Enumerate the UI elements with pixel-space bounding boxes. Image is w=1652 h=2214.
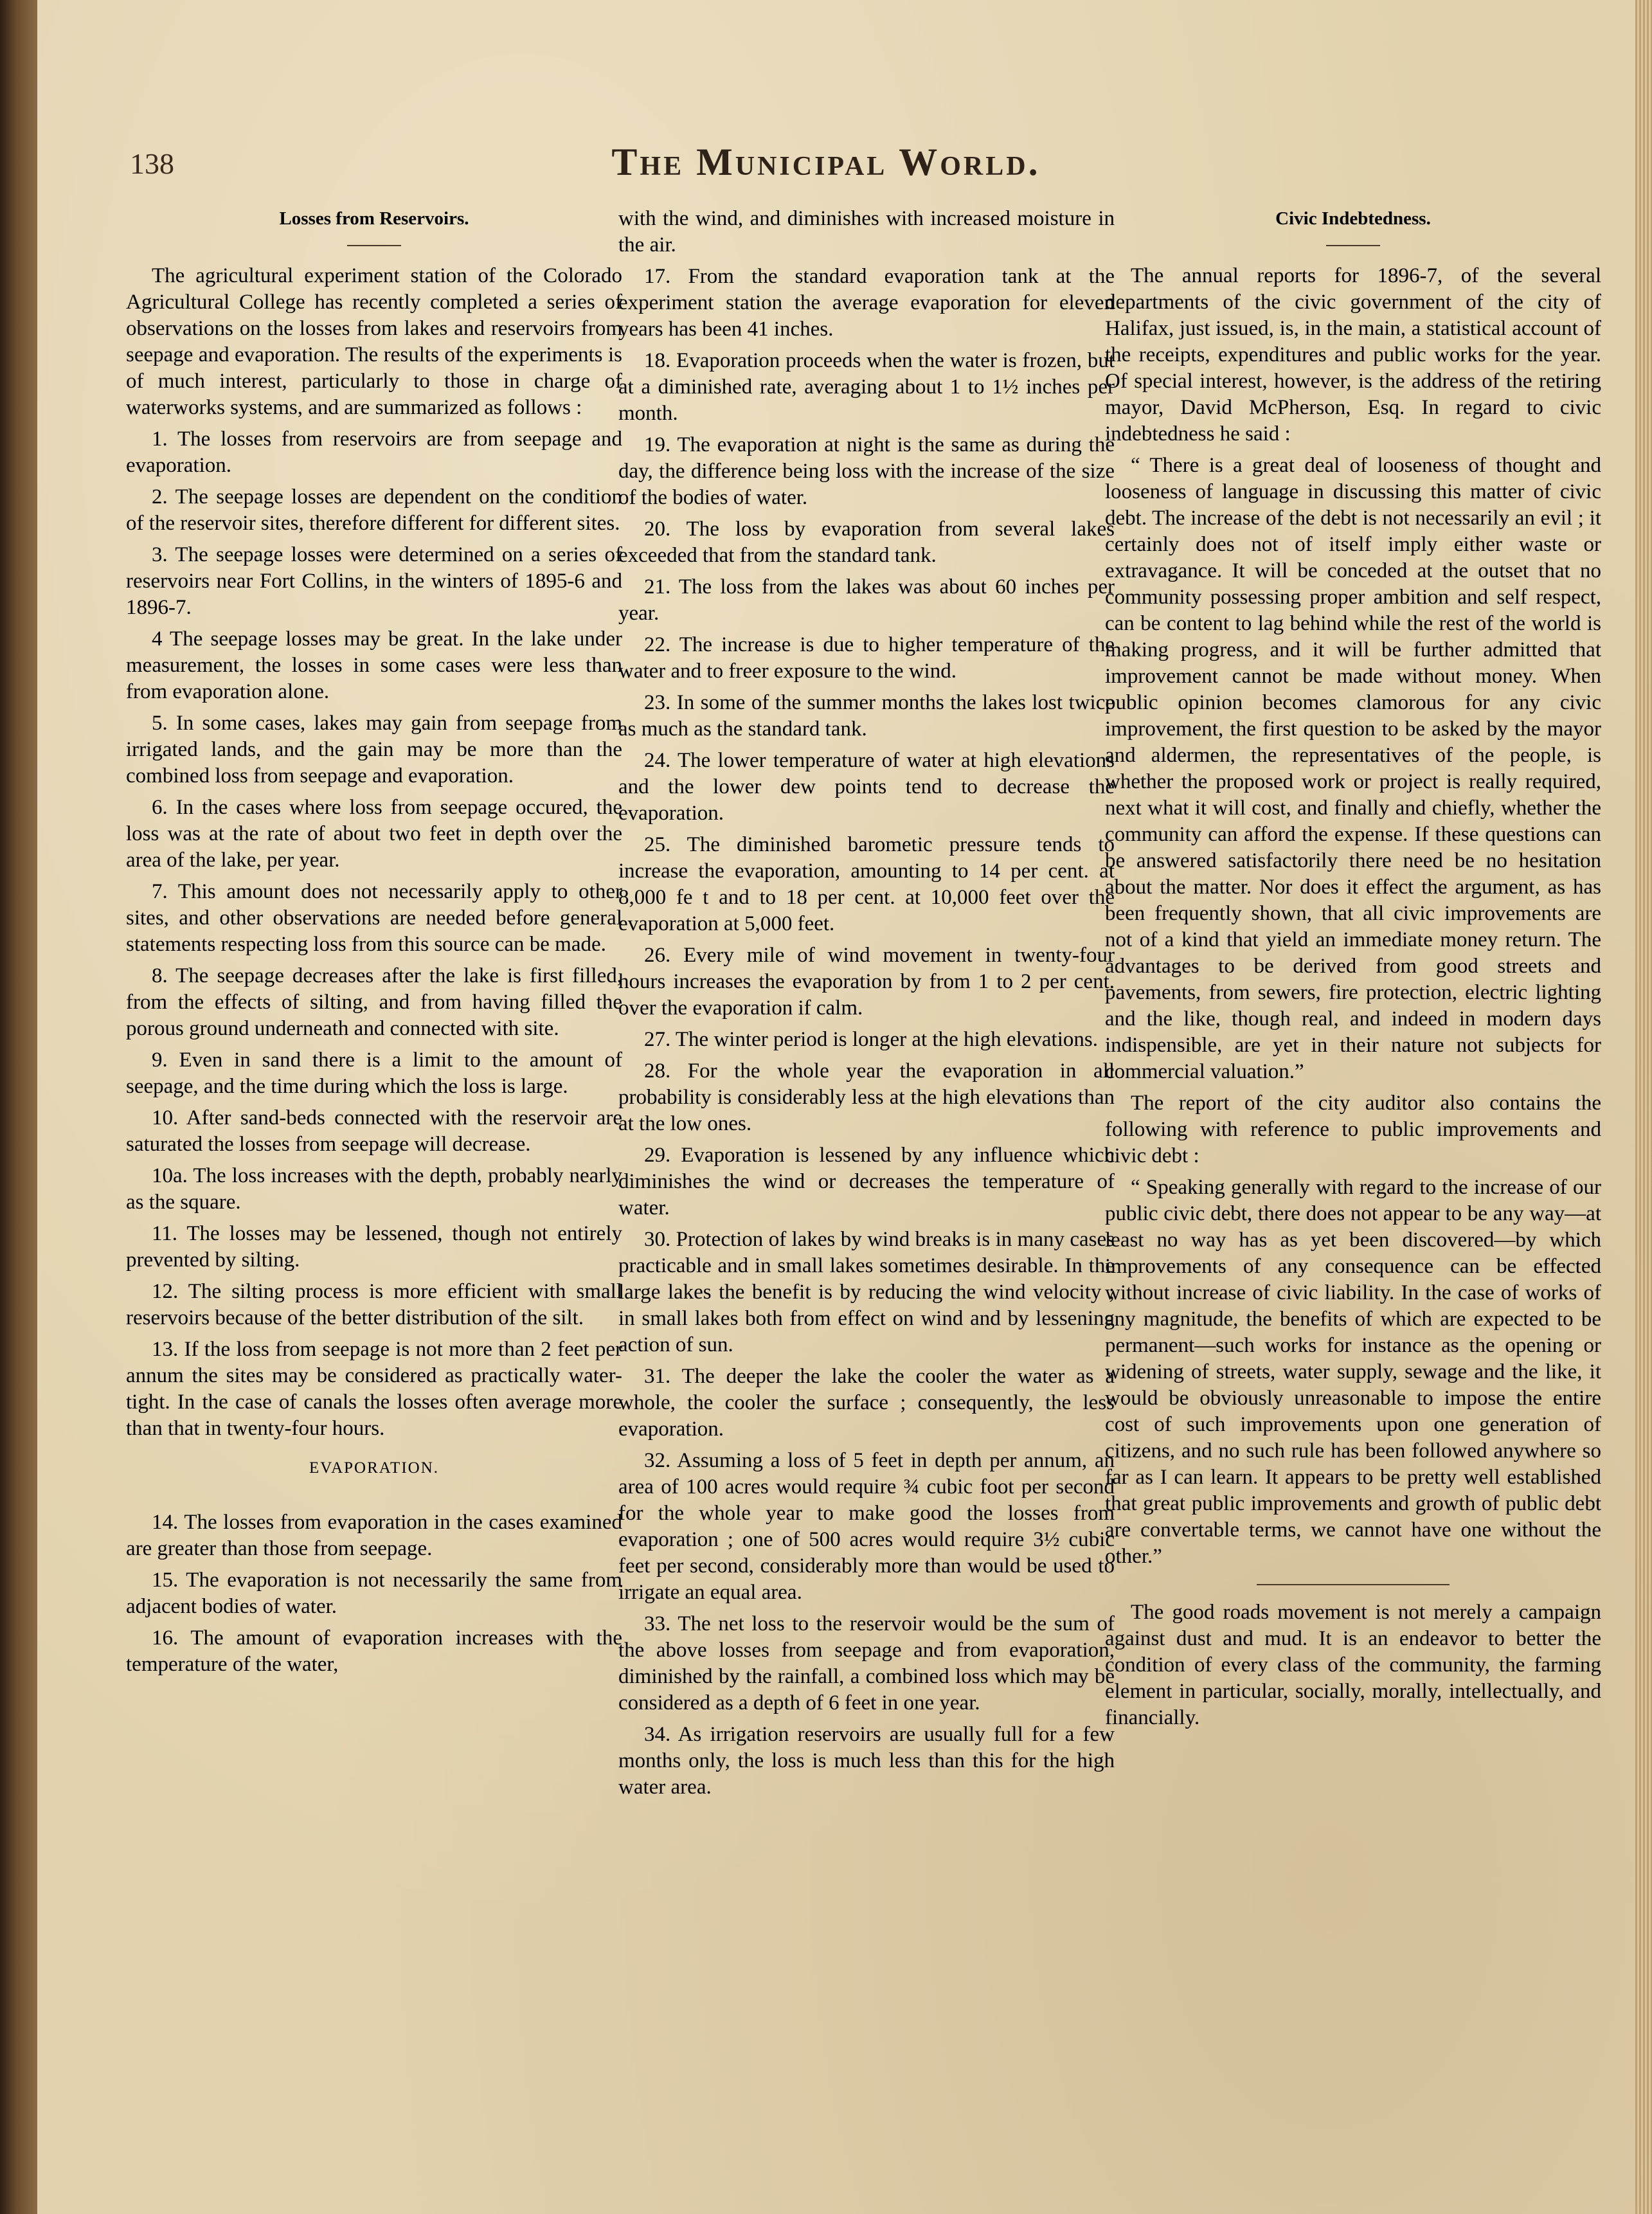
- list-item: 29. Evaporation is lessened by any influence which diminishes the wind or decreases the temperature of water.: [618, 1144, 1115, 1220]
- list-item: 33. The net loss to the reservoir would be the sum of the above losses from seepage and from evaporation, diminished by the rainfall, a combined loss which may be considered as a depth of 6 feet in one year.: [618, 1612, 1115, 1715]
- list-item: 34. As irrigation reservoirs are usually full for a few months only, the loss is much less than this for the high water area.: [618, 1723, 1115, 1799]
- list-item: 32. Assuming a loss of 5 feet in depth per annum, an area of 100 acres would require ¾ cubic foot per second for the whole year to make good the losses from evaporation ; one of 500 acres would require 3½ cubic feet per second, considerably more than would be used to irrigate an equal area.: [618, 1449, 1115, 1604]
- list-item: 10a. The loss increases with the depth, probably nearly as the square.: [126, 1164, 622, 1214]
- list-item: 21. The loss from the lakes was about 60 inches per year.: [618, 575, 1115, 625]
- list-item: 13. If the loss from seepage is not more than 2 feet per annum the sites may be considered as practically water-tight. In the case of canals the losses often average more than that in twenty-four hours.: [126, 1338, 622, 1440]
- list-item: 17. From the standard evaporation tank at the experiment station the average evaporation for eleven years has been 41 inches.: [618, 265, 1115, 341]
- paragraph: “ There is a great deal of looseness of thought and looseness of language in discussing this matter of civic debt. The increase of the debt is not necessarily an evil ; it certainly does not of itself imply either waste or extravagance. It will be conceded at the outset that no community possessing proper ambition and self respect, can be content to lag behind while the rest of the world is making progress, and it will be further admitted that improvement cannot be made without money. When public opinion becomes clamorous for any civic improvement, the first question to be asked by the mayor and aldermen, the representatives of the people, is whether the proposed work or project is really required, next what it will cost, and finally and chiefly, whether the community can afford the expense. If these questions can be answered satisfactorily there need be no hesitation about the matter. Nor does it effect the argument, as has been frequently shown, that all civic improvements are not of a kind that yield an immediate money return. The advantages to be derived from good streets and pavements, from sewers, fire protection, electric lighting and the like, though real, and indeed in modern days indispensible, are yet in their nature not subjects for commercial valuation.”: [1105, 454, 1601, 1083]
- list-item: 22. The increase is due to higher temperature of the water and to freer exposure to the wind.: [618, 633, 1115, 683]
- article-title-reservoirs: Losses from Reservoirs.: [279, 208, 469, 229]
- list-item: 30. Protection of lakes by wind breaks is in many cases practicable and in small lakes sometimes desirable. In the large lakes the benefit is by reducing the wind velocity ; in small lakes both from effect on wind and by lessening action of sun.: [618, 1228, 1115, 1356]
- list-item: 6. In the cases where loss from seepage occured, the loss was at the rate of about two feet in depth over the area of the lake, per year.: [126, 796, 622, 872]
- title-rule: [347, 245, 401, 246]
- list-item: 5. In some cases, lakes may gain from seepage from irrigated lands, and the gain may be more than the combined loss from seepage and evaporation.: [126, 712, 622, 788]
- title-rule: [1326, 245, 1380, 246]
- list-item: 27. The winter period is longer at the high elevations.: [644, 1028, 1098, 1051]
- list-item: 25. The diminished barometic pressure tends to increase the evaporation, amounting to 14 per cent. at 8,000 fe t and to 18 per cent. at 10,000 feet over the evaporation at 5,000 feet.: [618, 833, 1115, 935]
- paragraph: The annual reports for 1896-7, of the several departments of the civic government of the city of Halifax, just issued, is, in the main, a statistical account of the receipts, expenditures and public works for the year. Of special interest, however, is the address of the retiring mayor, David McPherson, Esq. In regard to civic indebtedness he said :: [1105, 264, 1601, 446]
- list-item: 24. The lower temperature of water at high elevations and the lower dew points tend to decrease the evaporation.: [618, 749, 1115, 825]
- list-item: 12. The silting process is more efficient with small reservoirs because of the better distribution of the silt.: [126, 1280, 622, 1329]
- running-title: The Municipal World.: [611, 141, 1041, 183]
- list-item: 18. Evaporation proceeds when the water is frozen, but at a diminished rate, averaging about 1 to 1½ inches per month.: [618, 349, 1115, 425]
- list-item: 20. The loss by evaporation from several lakes exceeded that from the standard tank.: [618, 518, 1115, 567]
- list-item: 1. The losses from reservoirs are from seepage and evaporation.: [126, 428, 622, 477]
- list-item: 10. After sand-beds connected with the reservoir are saturated the losses from seepage will decrease.: [126, 1106, 622, 1156]
- paragraph: “ Speaking generally with regard to the increase of our public civic debt, there does not appear to be any way—at least no way has as yet been discovered—by which improvements of any consequence can be effected without increase of civic liability. In the case of works of any magnitude, the benefits of which are expected to be permanent—such works for instance as the opening or widening of streets, water supply, sewage and the like, it would be obviously unreasonable to impose the entire cost of such improvements upon one generation of citizens, and no such rule has been followed anywhere so far as I can learn. It appears to be pretty well established that great public improvements and growth of public debt are convertable terms, we cannot have one without the other.”: [1105, 1176, 1601, 1568]
- list-item: 2. The seepage losses are dependent on the condition of the reservoir sites, therefore different for different sites.: [126, 485, 622, 535]
- column-3: [1105, 206, 1601, 1736]
- list-item: 16. The amount of evaporation increases with the temperature of the water,: [126, 1626, 622, 1676]
- page-header: [129, 129, 1523, 193]
- paragraph: The report of the city auditor also contains the following with reference to public improvements and civic debt :: [1105, 1092, 1601, 1167]
- list-item: 14. The losses from evaporation in the cases examined are greater than those from seepage.: [126, 1511, 622, 1560]
- column-1: [126, 206, 622, 1683]
- list-item: 28. For the whole year the evaporation in all probability is considerably less at the high elevations than at the low ones.: [618, 1059, 1115, 1135]
- book-binding: [0, 0, 37, 2214]
- section-divider: [1257, 1584, 1450, 1585]
- list-item: 15. The evaporation is not necessarily the same from adjacent bodies of water.: [126, 1569, 622, 1618]
- list-item: 3. The seepage losses were determined on a series of reservoirs near Fort Collins, in the winters of 1895-6 and 1896-7.: [126, 543, 622, 619]
- list-item: 4 The seepage losses may be great. In the lake under measurement, the losses in some cases were less than from evaporation alone.: [126, 627, 622, 703]
- article-intro: The agricultural experiment station of the Colorado Agricultural College has recently completed a series of observations on the losses from lakes and reservoirs from seepage and evaporation. The results of the experiments is of much interest, particularly to those in charge of waterworks systems, and are summarized as follows :: [126, 264, 622, 419]
- list-item: 19. The evaporation at night is the same as during the day, the difference being loss with the increase of the size of the bodies of water.: [618, 433, 1115, 509]
- list-item: 26. Every mile of wind movement in twenty-four hours increases the evaporation by from 1 to 2 per cent. over the evaporation if calm.: [618, 944, 1115, 1020]
- list-item: 9. Even in sand there is a limit to the amount of seepage, and the time during which the loss is large.: [126, 1048, 622, 1098]
- list-item: 11. The losses may be lessened, though not entirely prevented by silting.: [126, 1222, 622, 1272]
- list-item: 23. In some of the summer months the lakes lost twice as much as the standard tank.: [618, 691, 1115, 741]
- article-title-civic: Civic Indebtedness.: [1275, 208, 1431, 229]
- list-item: 7. This amount does not necessarily apply to other sites, and other observations are needed before general statements respecting loss from this source can be made.: [126, 880, 622, 956]
- evaporation-subhead: EVAPORATION.: [309, 1459, 440, 1477]
- page-number: 138: [130, 147, 174, 180]
- column-2: [618, 206, 1115, 1806]
- list-item: 31. The deeper the lake the cooler the water as a whole, the cooler the surface ; consequently, the less evaporation.: [618, 1365, 1115, 1441]
- paragraph: The good roads movement is not merely a campaign against dust and mud. It is an endeavor to better the condition of every class of the community, the farming element in particular, socially, morally, intellectually, and financially.: [1105, 1601, 1601, 1729]
- continued-text: with the wind, and diminishes with increased moisture in the air.: [618, 207, 1115, 256]
- list-item: 8. The seepage decreases after the lake is first filled, from the effects of silting, and from having filled the porous ground underneath and connected with site.: [126, 964, 622, 1040]
- page-edge: [1635, 0, 1652, 2214]
